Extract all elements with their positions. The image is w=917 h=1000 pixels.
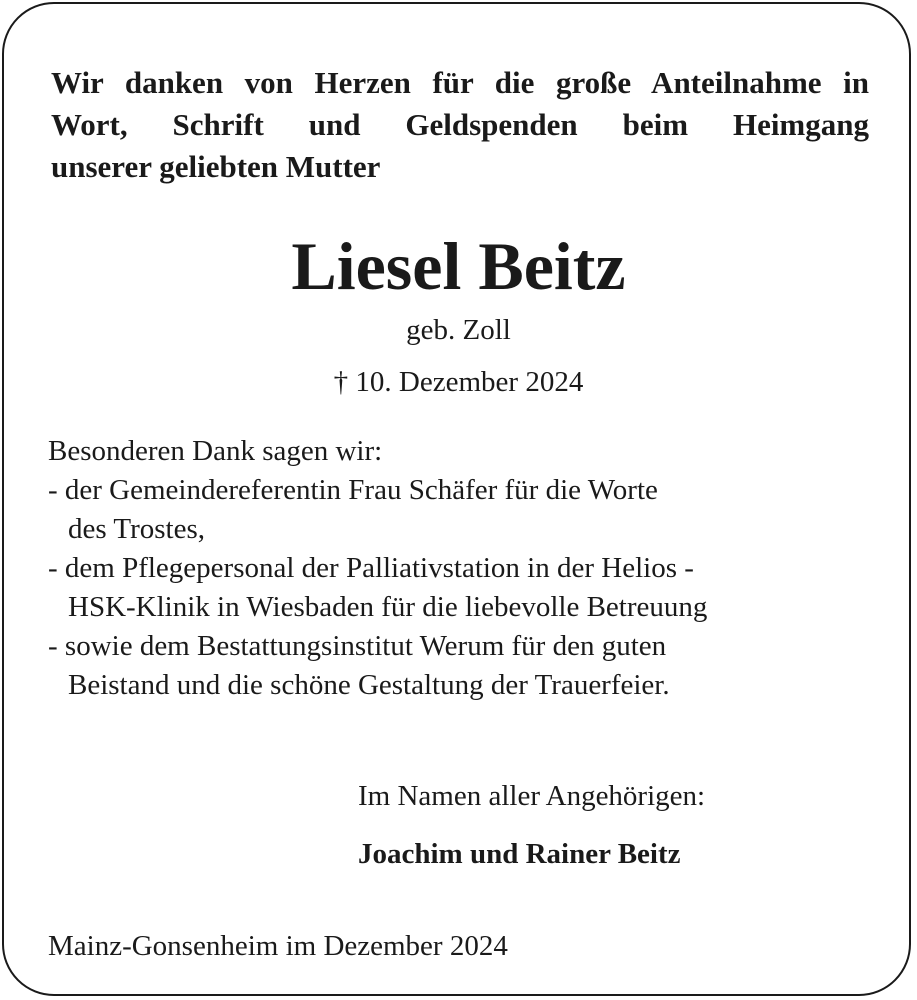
signature-names: Joachim und Rainer Beitz	[358, 838, 681, 870]
thanks-line: - der Gemeindereferentin Frau Schäfer für die Worte	[48, 474, 658, 506]
death-date: † 10. Dezember 2024	[333, 366, 584, 398]
intro-line: Wir danken von Herzen für die große Anteilnahme in	[51, 65, 869, 100]
signature-intro: Im Namen aller Angehörigen:	[358, 780, 706, 812]
place-date: Mainz-Gonsenheim im Dezember 2024	[48, 930, 508, 962]
thanks-line: Beistand und die schöne Gestaltung der Trauerfeier.	[68, 669, 670, 701]
maiden-name: geb. Zoll	[406, 314, 511, 346]
thanks-heading: Besonderen Dank sagen wir:	[48, 435, 383, 467]
thanks-line: des Trostes,	[68, 513, 205, 545]
thanks-line: - sowie dem Bestattungsinstitut Werum für den guten	[48, 630, 667, 662]
thanks-section	[48, 432, 888, 705]
intro-text	[51, 62, 869, 188]
deceased-name: Liesel Beitz	[291, 228, 626, 304]
thanks-line: HSK-Klinik in Wiesbaden für die liebevolle Betreuung	[68, 591, 708, 623]
intro-line: Wort, Schrift und Geldspenden beim Heimgang	[51, 107, 869, 142]
thanks-line: - dem Pflegepersonal der Palliativstation in der Helios -	[48, 552, 694, 584]
intro-line: unserer geliebten Mutter	[51, 149, 381, 184]
